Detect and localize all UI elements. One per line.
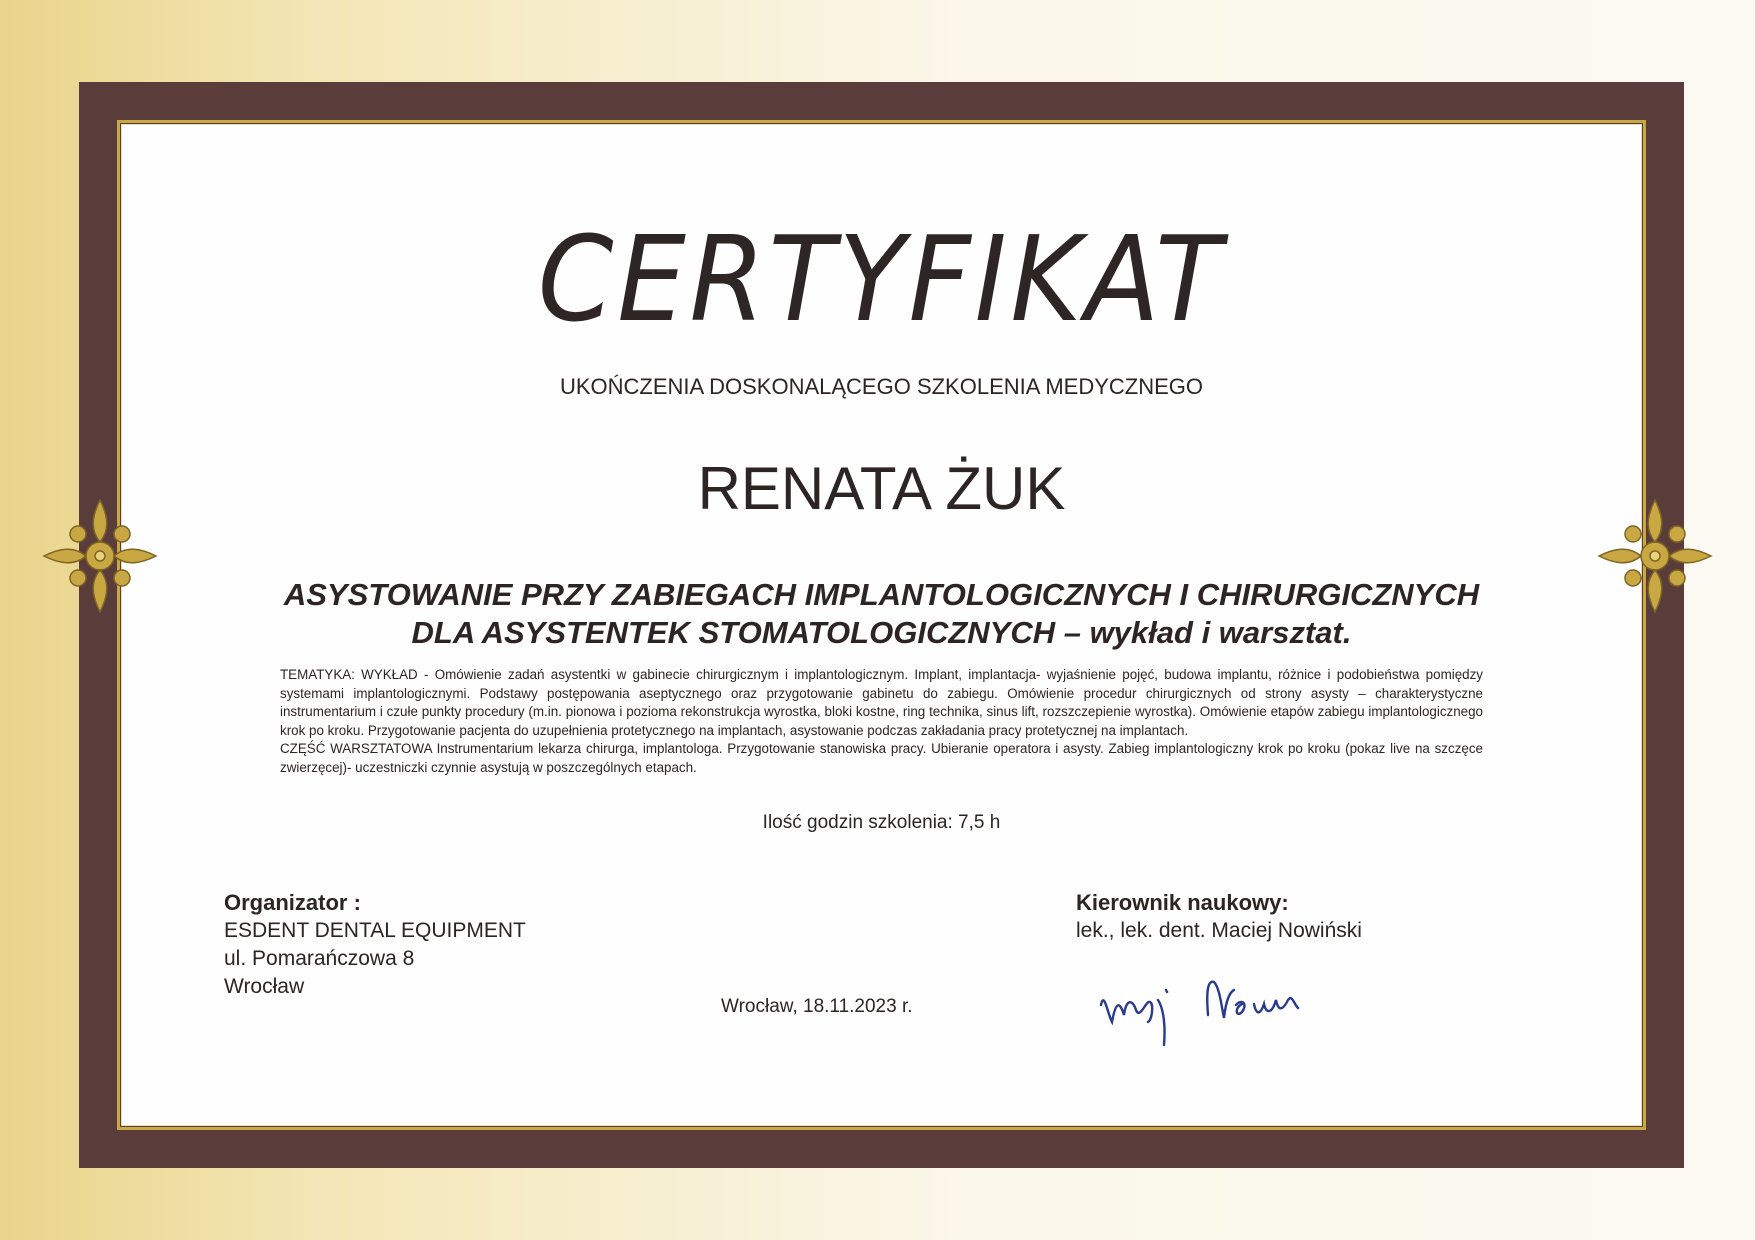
certificate-frame: [79, 82, 1684, 1168]
course-title: [241, 576, 1522, 652]
certificate-paper: [121, 124, 1642, 1126]
organizer-block: [224, 889, 526, 1001]
organizer-city: Wrocław: [224, 975, 305, 998]
organizer-heading: Organizator :: [224, 890, 361, 915]
director-block: [1076, 889, 1362, 945]
signature-image: [1096, 960, 1336, 1060]
certificate-subtitle: UKOŃCZENIA DOSKONALĄCEGO SZKOLENIA MEDYCZNEGO: [559, 374, 1204, 399]
recipient-name: RENATA ŻUK: [697, 455, 1066, 522]
certificate-title: CERTYFIKAT: [537, 210, 1226, 348]
place-and-date: Wrocław, 18.11.2023 r.: [721, 996, 913, 1017]
director-heading: Kierownik naukowy:: [1076, 890, 1289, 915]
ornament-right-icon: [1597, 498, 1713, 614]
course-title-line-1: ASYSTOWANIE PRZY ZABIEGACH IMPLANTOLOGICZNYCH I CHIRURGICZNYCH: [283, 577, 1480, 612]
topics-workshop: CZĘŚĆ WARSZTATOWA Instrumentarium lekarza chirurga, implantologa. Przygotowanie stanowiska pracy. Ubieranie operatora i asysty. Zabieg implantologiczny krok po kroku (pokaz live na szczęce zwierzęcej)- uczestniczki czynnie asystują w poszczególnych etapach.: [280, 741, 1483, 775]
course-title-line-2: DLA ASYSTENTEK STOMATOLOGICZNYCH – wykład i warsztat.: [411, 615, 1352, 650]
ornament-left-icon: [42, 498, 158, 614]
organizer-name: ESDENT DENTAL EQUIPMENT: [224, 919, 526, 942]
organizer-street: ul. Pomarańczowa 8: [224, 947, 415, 970]
director-name: lek., lek. dent. Maciej Nowiński: [1076, 919, 1362, 942]
topics-lecture: TEMATYKA: WYKŁAD - Omówienie zadań asystentki w gabinecie chirurgicznym i implantologicznym. Implant, implantacja- wyjaśnienie pojęć, budowa implantu, różnice i podobieństwa pomiędzy systemami implantologicznymi. Podstawy postępowania aseptycznego oraz przygotowanie gabinetu do zabiegu. Omówienie procedur chirurgicznych od strony asysty – charakterystyczne instrumentarium i czułe punkty procedury (m.in. pionowa i pozioma rekonstrukcja wyrostka, bloki kostne, ring technika, sinus lift, rozszczepienie wyrostka). Omówienie etapów zabiegu implantologicznego krok po kroku. Przygotowanie pacjenta do uzupełnienia protetycznego na implantach, asystowanie podczas zakładania pracy protetycznej na implantach.: [280, 667, 1483, 738]
training-hours: Ilość godzin szkolenia: 7,5 h: [762, 812, 1001, 833]
course-topics: [280, 666, 1483, 777]
